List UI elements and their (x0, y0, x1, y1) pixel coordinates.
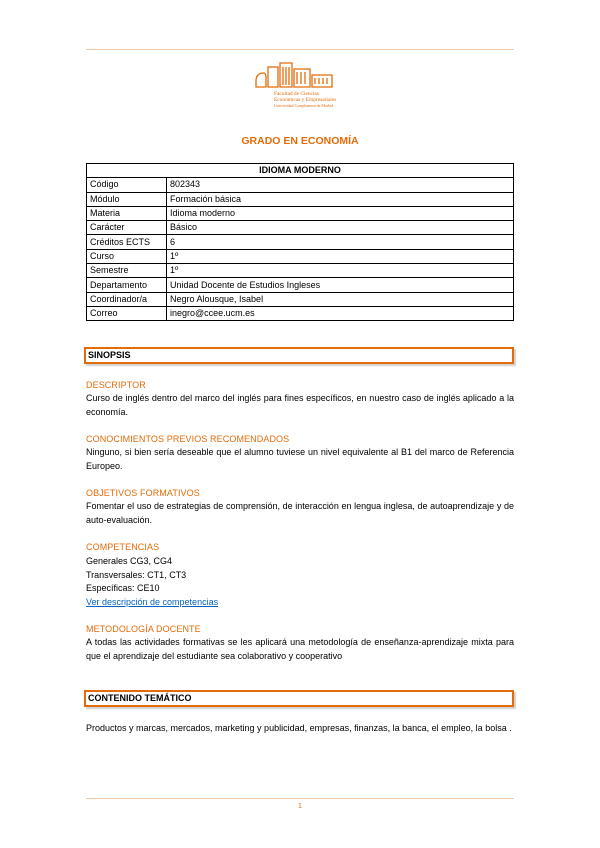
conocimientos-label: CONOCIMIENTOS PREVIOS RECOMENDADOS (86, 434, 290, 444)
svg-text:Facultad de Ciencias: Facultad de Ciencias (274, 91, 319, 97)
table-row: Carácter Básico (87, 221, 514, 235)
contenido-text: Productos y marcas, mercados, marketing y publicidad, empresas, finanzas, la banca, el empleo, la bolsa . (86, 723, 512, 733)
table-row: Código 802343 (87, 178, 514, 192)
course-table-heading: IDIOMA MODERNO (87, 164, 514, 178)
table-row: Semestre 1º (87, 264, 514, 278)
course-info-table (86, 163, 514, 321)
competencias-transversales: Transversales: CT1, CT3 (86, 569, 187, 580)
competencias-label: COMPETENCIAS (86, 542, 160, 552)
svg-text:Universidad Complutense de Mad: Universidad Complutense de Madrid (274, 103, 334, 108)
objetivos-text: Fomentar el uso de estrategias de comprensión, de interacción en lengua inglesa, de autoaprendizaje y de auto-evaluación. (86, 501, 514, 525)
email-value: inegro@ccee.ucm.es (167, 306, 514, 320)
competencias-generales: Generales CG3, CG4 (86, 556, 173, 566)
objetivos-label: OBJETIVOS FORMATIVOS (86, 488, 200, 498)
table-row: Departamento Unidad Docente de Estudios Ingleses (87, 278, 514, 292)
svg-text:Económicas y Empresariales: Económicas y Empresariales (274, 97, 336, 103)
descriptor-text: Curso de inglés dentro del marco del inglés para fines específicos, en nuestro caso de inglés aplicado a la economía. (86, 393, 514, 417)
metodologia-text: A todas las actividades formativas se les aplicará una metodología de enseñanza-aprendizaje mixta para que el aprendizaje del estudiante sea colaborativo y cooperativo (86, 637, 514, 661)
table-row: Coordinador/a Negro Alousque, Isabel (87, 292, 514, 306)
table-row: Materia Idioma moderno (87, 206, 514, 220)
competencias-list (86, 555, 514, 609)
contenido-heading: CONTENIDO TEMÁTICO (84, 690, 514, 707)
header-rule (86, 49, 514, 50)
competencias-especificas: Específicas: CE10 (86, 583, 160, 594)
table-row: Correo inegro@ccee.ucm.es (87, 306, 514, 320)
footer-rule (86, 798, 514, 799)
competencias-link[interactable]: Ver descripción de competencias (86, 596, 219, 607)
page-number: 1 (298, 803, 302, 810)
descriptor-label: DESCRIPTOR (86, 380, 146, 390)
table-row: Módulo Formación básica (87, 192, 514, 206)
conocimientos-text: Ninguno, si bien sería deseable que el alumno tuviese un nivel equivalente al B1 del marco de Referencia Europeo. (86, 447, 514, 471)
faculty-logo (252, 59, 336, 111)
page-title: GRADO EN ECONOMÍA (241, 135, 359, 147)
metodologia-label: METODOLOGÍA DOCENTE (86, 624, 201, 634)
sinopsis-heading: SINOPSIS (84, 347, 514, 364)
table-row: Curso 1º (87, 249, 514, 263)
table-row: Créditos ECTS 6 (87, 235, 514, 249)
